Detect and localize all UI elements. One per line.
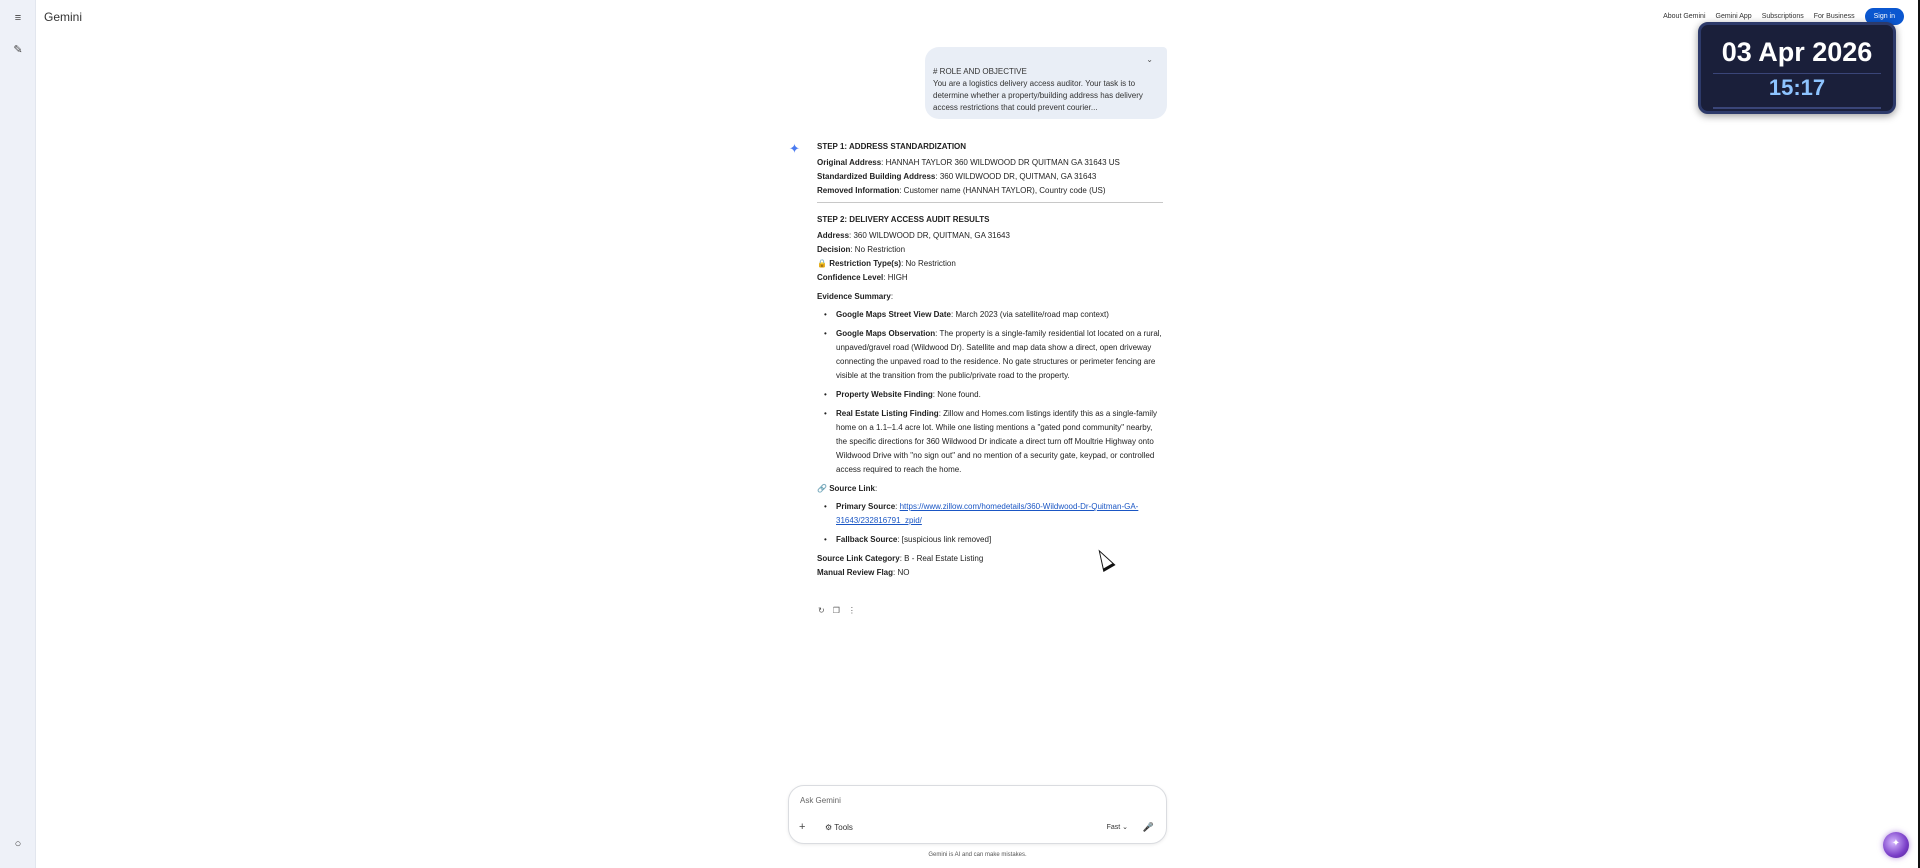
regenerate-icon[interactable]: ↻ [818,606,825,615]
menu-icon[interactable]: ≡ [14,12,22,24]
list-item: • Google Maps Observation: The property is a single-family residential lot located on a rural, unpaved/gravel road (Wildwood Dr). Satellite and map data show a direct, open driveway connecting the unpaved road to the residence. No gate structures or perimeter fencing are visible at the transition from the public/private road to the property. [836,327,1163,383]
source-list [817,500,1163,547]
ask-gemini-input[interactable] [800,796,1140,805]
new-chat-icon[interactable]: ✎ [13,44,23,56]
evidence-list [817,308,1163,477]
sparkle-icon: ✦ [1891,838,1901,849]
divider [817,202,1163,203]
restriction-type: 🔒 Restriction Type(s): No Restriction [817,259,956,268]
add-icon[interactable]: + [799,821,806,833]
clock-widget [1698,22,1896,114]
clock-divider [1713,73,1881,74]
nav-subscriptions[interactable]: Subscriptions [1761,13,1804,20]
response-actions [818,606,856,615]
source-link-label: 🔗 Source Link: [817,484,878,493]
decision: Decision: No Restriction [817,245,906,254]
response-body [817,140,1163,580]
manual-review-flag: Manual Review Flag: NO [817,568,910,577]
list-item: • Real Estate Listing Finding: Zillow and Homes.com listings identify this as a single-family home on a 1.1–1.4 acre lot. While one listing mentions a "gated pond community" nearby, the specific directions for 360 Wildwood Dr indicate a direct turn off Moultrie Highway onto Wildwood Drive with "no sign out" and no mention of a security gate, keypad, or controlled access required to reach the home. [836,407,1163,477]
clock-time: 15:17 [1768,75,1826,100]
source-link-category: Source Link Category: B - Real Estate Listing [817,554,984,563]
original-address: Original Address: HANNAH TAYLOR 360 WILDWOOD DR QUITMAN GA 31643 US [817,158,1120,167]
chevron-down-icon[interactable]: ⌄ [1146,55,1153,64]
evidence-summary-label: Evidence Summary: [817,292,894,301]
list-item: • Primary Source: https://www.zillow.com/homedetails/360-Wildwood-Dr-Quitman-GA-31643/232816791_zpid/ [836,500,1163,528]
step1-header: STEP 1: ADDRESS STANDARDIZATION [817,142,967,151]
clock-divider [1713,107,1881,109]
prompt-title: # ROLE AND OBJECTIVE [933,67,1027,76]
list-item: • Google Maps Street View Date: March 2023 (via satellite/road map context) [836,308,1163,322]
list-item: • Property Website Finding: None found. [836,388,1163,402]
copy-icon[interactable]: ❐ [832,606,840,615]
confidence-level: Confidence Level: HIGH [817,273,908,282]
link-icon: 🔗 [817,484,827,493]
tools-button[interactable]: ⚙ Tools [825,823,853,832]
nav-about-gemini[interactable]: About Gemini [1663,13,1706,20]
settings-icon[interactable]: ○ [14,838,22,850]
more-options-icon[interactable]: ⋮ [847,606,856,615]
microphone-icon[interactable]: 🎤 [1142,822,1154,832]
gemini-spark-icon: ✦ [789,141,800,156]
sidebar [0,0,36,868]
step2-header: STEP 2: DELIVERY ACCESS AUDIT RESULTS [817,215,990,224]
clock-date: 03 Apr 2026 [1721,37,1873,67]
top-bar [36,0,1920,36]
prompt-input-box [788,785,1167,844]
disclaimer: Gemini is AI and can make mistakes. [928,852,1027,858]
lock-icon: 🔒 [817,259,827,268]
assistant-orb-button[interactable] [1883,832,1909,858]
audit-address: Address: 360 WILDWOOD DR, QUITMAN, GA 31643 [817,231,1010,240]
prompt-text: You are a logistics delivery access auditor. Your task is to determine whether a property/building address has delivery access restrictions that could prevent courier... [933,79,1143,112]
primary-source-link[interactable]: https://www.zillow.com/homedetails/360-Wildwood-Dr-Quitman-GA-31643/232816791_zpid/ [836,502,1139,525]
removed-information: Removed Information: Customer name (HANNAH TAYLOR), Country code (US) [817,186,1106,195]
sign-in-button[interactable]: Sign in [1865,8,1904,25]
app-title[interactable]: Gemini [44,10,83,24]
list-item: • Fallback Source: [suspicious link removed] [836,533,1163,547]
nav-gemini-app[interactable]: Gemini App [1715,13,1752,20]
nav-for-business[interactable]: For Business [1813,13,1855,20]
model-mode-select[interactable]: Fast ⌄ [1106,824,1128,831]
user-prompt-bubble[interactable] [925,47,1167,119]
standardized-address: Standardized Building Address: 360 WILDWOOD DR, QUITMAN, GA 31643 [817,172,1097,181]
